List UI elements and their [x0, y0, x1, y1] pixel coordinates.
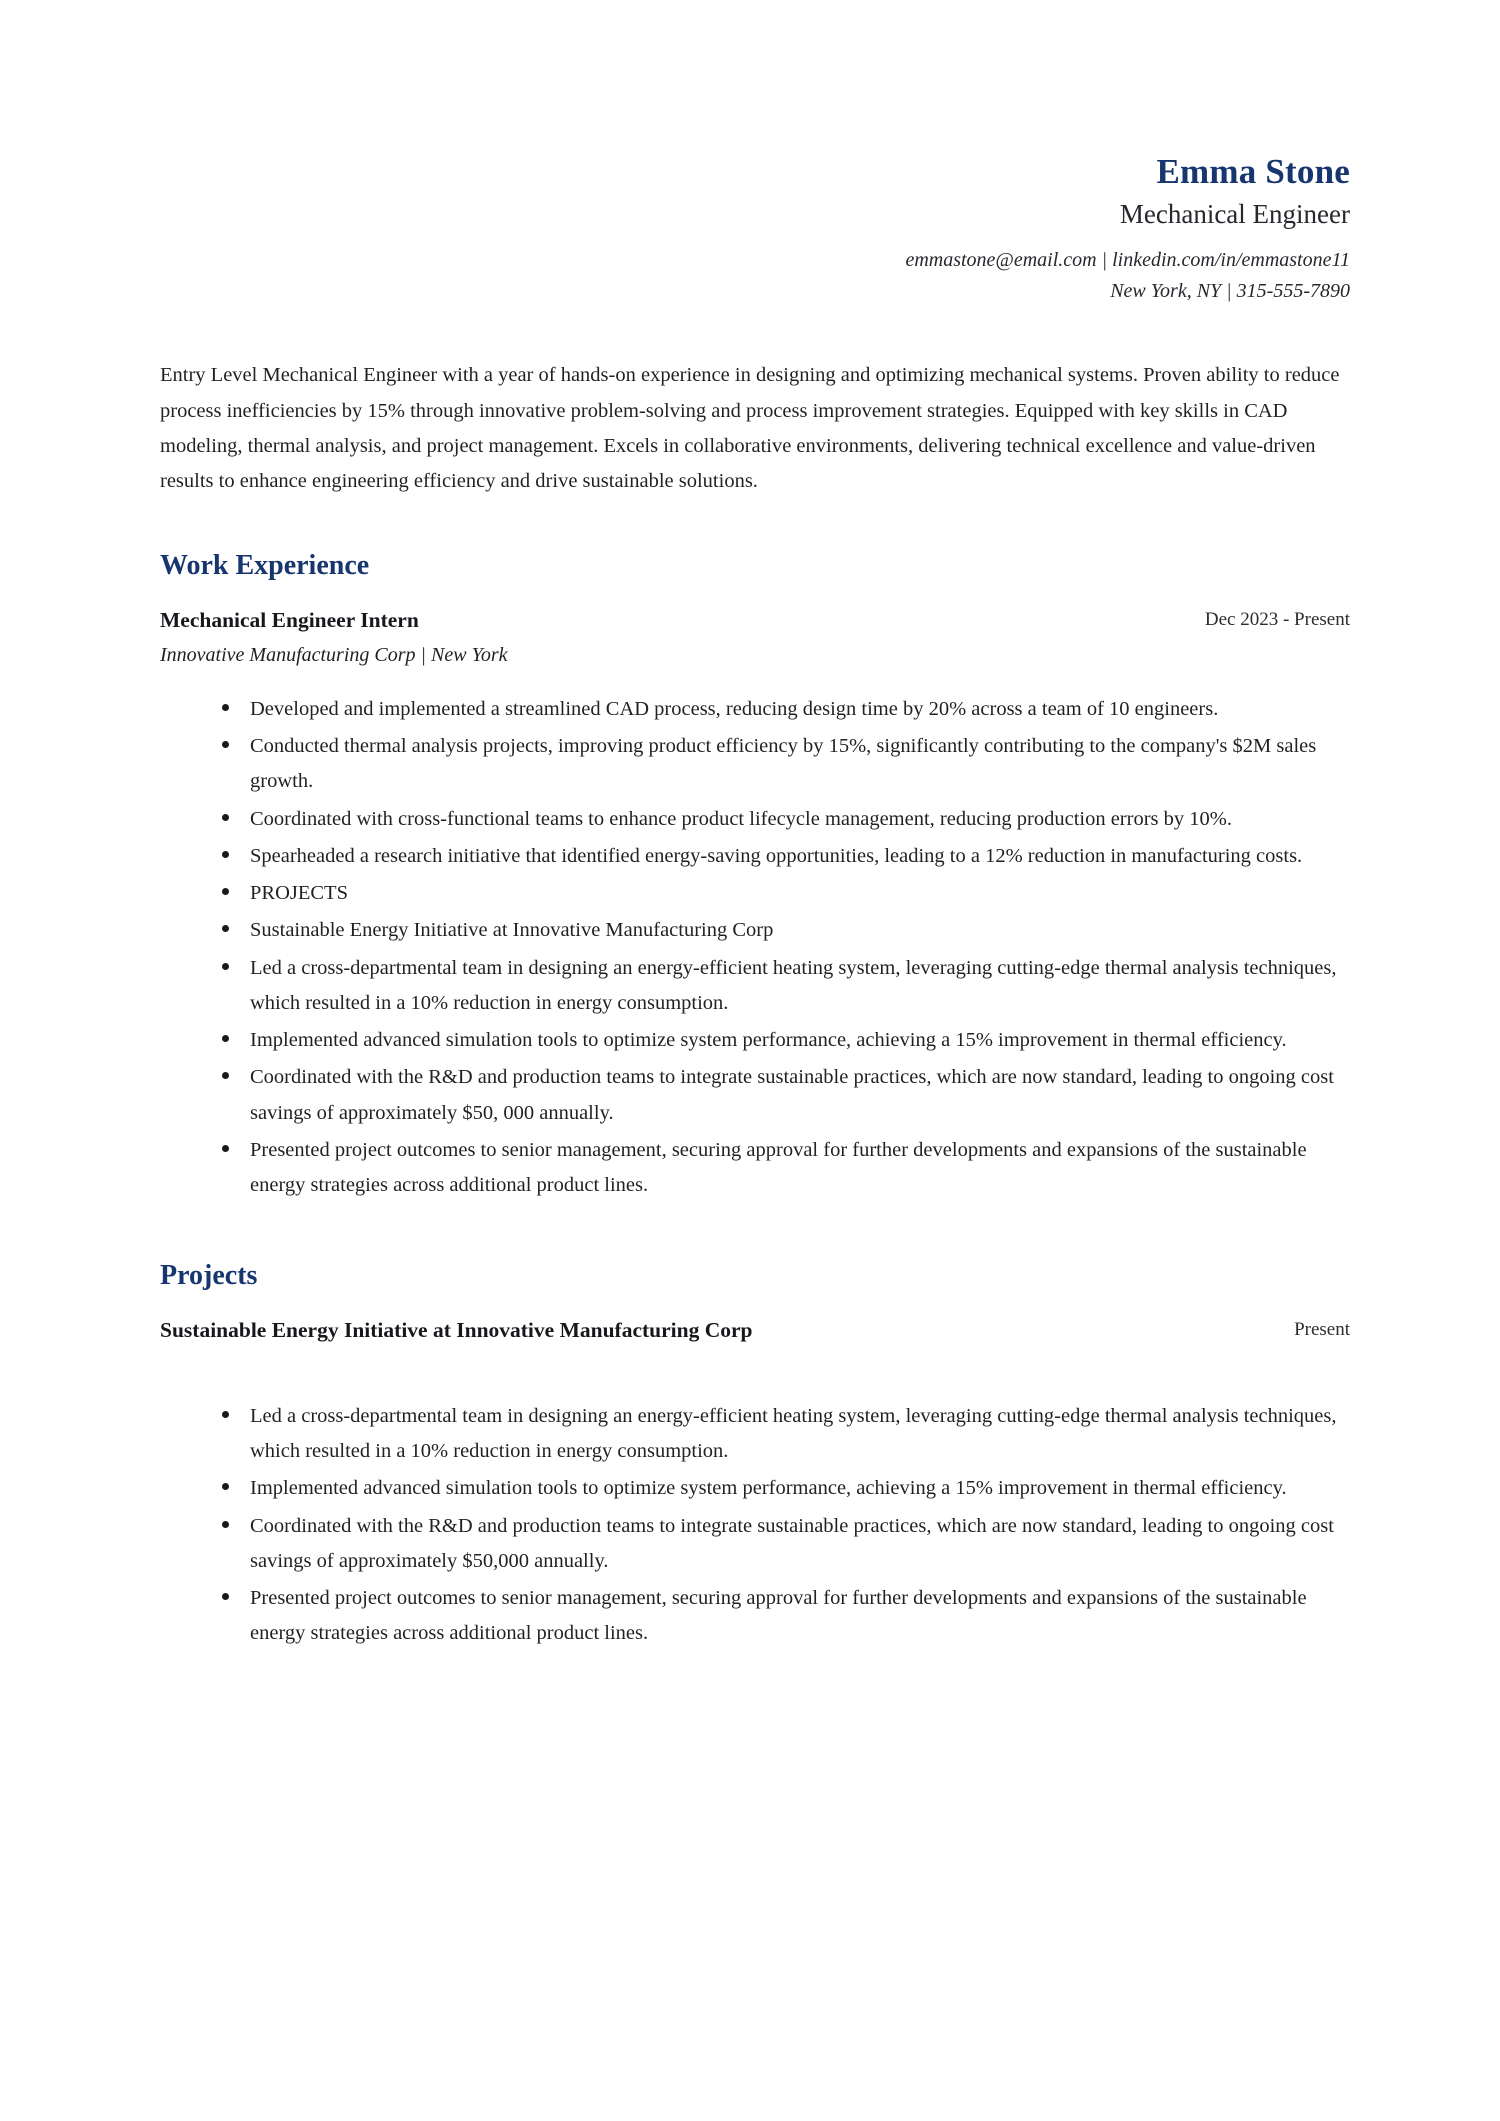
work-entry-header — [160, 607, 1350, 635]
resume-header — [160, 0, 1350, 306]
bullet-dot-icon — [222, 741, 229, 748]
bullet-dot-icon — [222, 1035, 229, 1042]
list-item-text: Developed and implemented a streamlined CAD process, reducing design time by 20% across a team of 10 engineers. — [250, 697, 1219, 720]
bullet-dot-icon — [222, 1521, 229, 1528]
list-item — [222, 1023, 1350, 1058]
bullet-dot-icon — [222, 888, 229, 895]
contact-email-linkedin[interactable]: emmastone@email.com | linkedin.com/in/emmastone11 — [905, 249, 1350, 272]
list-item — [222, 1509, 1350, 1580]
list-item-text: Sustainable Energy Initiative at Innovative Manufacturing Corp — [250, 919, 774, 942]
bullet-dot-icon — [222, 1593, 229, 1600]
contact-location-phone: New York, NY | 315-555-7890 — [1110, 280, 1350, 303]
projects-entry — [160, 1317, 1350, 1652]
list-item-text: Presented project outcomes to senior management, securing approval for further developments and expansions of the sustainable energy strategies across additional product lines. — [250, 1587, 1307, 1645]
candidate-name: Emma Stone — [1156, 152, 1350, 191]
list-item-text: Coordinated with cross-functional teams to enhance product lifecycle management, reducing production errors by 10%. — [250, 807, 1232, 830]
work-entry-date: Dec 2023 - Present — [1204, 608, 1350, 630]
list-item-text: Implemented advanced simulation tools to optimize system performance, achieving a 15% improvement in thermal efficiency. — [250, 1029, 1287, 1052]
list-item — [222, 1581, 1350, 1652]
work-entry-title: Mechanical Engineer Intern — [160, 607, 419, 632]
bullet-dot-icon — [222, 1072, 229, 1079]
work-entry-bullet-list — [160, 692, 1350, 1204]
list-item — [222, 1060, 1350, 1131]
project-entry-header — [160, 1317, 1350, 1345]
bullet-dot-icon — [222, 851, 229, 858]
list-item — [222, 839, 1350, 874]
list-item — [222, 913, 1350, 948]
section-heading-projects: Projects — [160, 1260, 258, 1292]
bullet-dot-icon — [222, 704, 229, 711]
work-experience-entry — [160, 607, 1350, 1203]
bullet-dot-icon — [222, 1483, 229, 1490]
list-item-text: PROJECTS — [250, 882, 348, 905]
bullet-dot-icon — [222, 963, 229, 970]
bullet-dot-icon — [222, 1145, 229, 1152]
list-item-text: Presented project outcomes to senior management, securing approval for further developments and expansions of the sustainable energy strategies across additional product lines. — [250, 1138, 1307, 1197]
project-entry-title: Sustainable Energy Initiative at Innovative Manufacturing Corp — [160, 1317, 753, 1342]
list-item — [222, 729, 1350, 800]
work-entry-company-location: Innovative Manufacturing Corp | New York — [160, 643, 508, 666]
project-entry-bullet-list — [160, 1399, 1350, 1652]
list-item-text: Led a cross-departmental team in designing an energy-efficient heating system, leveraging cutting-edge thermal analysis techniques, which resulted in a 10% reduction in energy consumption. — [250, 1404, 1337, 1463]
bullet-dot-icon — [222, 925, 229, 932]
list-item-text: Led a cross-departmental team in designing an energy-efficient heating system, leveraging cutting-edge thermal analysis techniques, which resulted in a 10% reduction in energy consumption. — [250, 956, 1337, 1014]
bullet-dot-icon — [222, 814, 229, 821]
resume-content — [160, 0, 1350, 1654]
list-item — [222, 802, 1350, 837]
list-item — [222, 1133, 1350, 1204]
professional-summary: Entry Level Mechanical Engineer with a year of hands-on experience in designing and optimizing mechanical systems. Proven ability to reduce process inefficiencies by 15% through innovative problem-solving and process improvement strategies. Equipped with key skills in CAD modeling, thermal analysis, and project management. Excels in collaborative environments, delivering technical excellence and value-driven results to enhance engineering efficiency and drive sustainable solutions. — [160, 364, 1340, 493]
list-item-text: Coordinated with the R&D and production teams to integrate sustainable practices, which are now standard, leading to ongoing cost savings of approximately $50, 000 annually. — [250, 1066, 1334, 1124]
list-item — [222, 1399, 1350, 1470]
section-heading-work-experience: Work Experience — [160, 550, 370, 582]
list-item-text: Implemented advanced simulation tools to optimize system performance, achieving a 15% improvement in thermal efficiency. — [250, 1477, 1287, 1500]
candidate-job-title: Mechanical Engineer — [1119, 199, 1350, 230]
list-item — [222, 951, 1350, 1022]
list-item-text: Conducted thermal analysis projects, improving product efficiency by 15%, significantly contributing to the company's $2M sales growth. — [250, 735, 1317, 793]
project-entry-date: Present — [1294, 1318, 1350, 1340]
list-item — [222, 876, 1350, 911]
list-item — [222, 692, 1350, 727]
bullet-dot-icon — [222, 1411, 229, 1418]
list-item-text: Spearheaded a research initiative that identified energy-saving opportunities, leading to a 12% reduction in manufacturing costs. — [250, 844, 1303, 867]
list-item-text: Coordinated with the R&D and production teams to integrate sustainable practices, which are now standard, leading to ongoing cost savings of approximately $50,000 annually. — [250, 1514, 1334, 1572]
list-item — [222, 1471, 1350, 1506]
